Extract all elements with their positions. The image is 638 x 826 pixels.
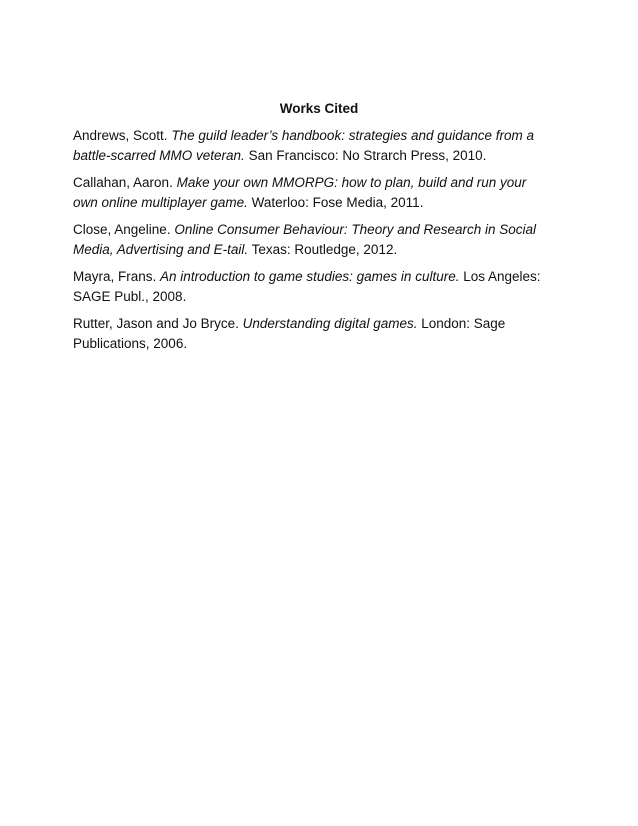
citation-publication: San Francisco: No Strarch Press, 2010. bbox=[248, 148, 487, 163]
citation-author: Rutter, Jason and Jo Bryce. bbox=[73, 316, 239, 331]
citation-author: Callahan, Aaron. bbox=[73, 175, 173, 190]
citation-author: Close, Angeline. bbox=[73, 222, 171, 237]
citation-work: Online Consumer Behaviour: Theory and Research in Social Media, Advertising and E-tail. bbox=[73, 222, 537, 257]
citation-work: Make your own MMORPG: how to plan, build and run your own online multiplayer game. bbox=[73, 175, 527, 210]
citation-entry bbox=[73, 314, 553, 354]
citation-publication: Texas: Routledge, 2012. bbox=[251, 242, 398, 257]
citation-list bbox=[73, 126, 553, 361]
citation-entry bbox=[73, 173, 553, 213]
citation-work: The guild leader’s handbook: strategies and guidance from a battle-scarred MMO veteran. bbox=[73, 128, 535, 163]
citation-entry bbox=[73, 126, 553, 166]
citation-author: Andrews, Scott. bbox=[73, 128, 168, 143]
citation-work: Understanding digital games. bbox=[242, 316, 418, 331]
citation-publication: Waterloo: Fose Media, 2011. bbox=[251, 195, 424, 210]
citation-entry bbox=[73, 267, 553, 307]
citation-publication: Los Angeles: SAGE Publ., 2008. bbox=[73, 269, 541, 304]
page-title: Works Cited bbox=[279, 101, 359, 116]
citation-work: An introduction to game studies: games in culture. bbox=[160, 269, 460, 284]
citation-author: Mayra, Frans. bbox=[73, 269, 157, 284]
citation-publication: London: Sage Publications, 2006. bbox=[73, 316, 506, 351]
citation-entry bbox=[73, 220, 553, 260]
